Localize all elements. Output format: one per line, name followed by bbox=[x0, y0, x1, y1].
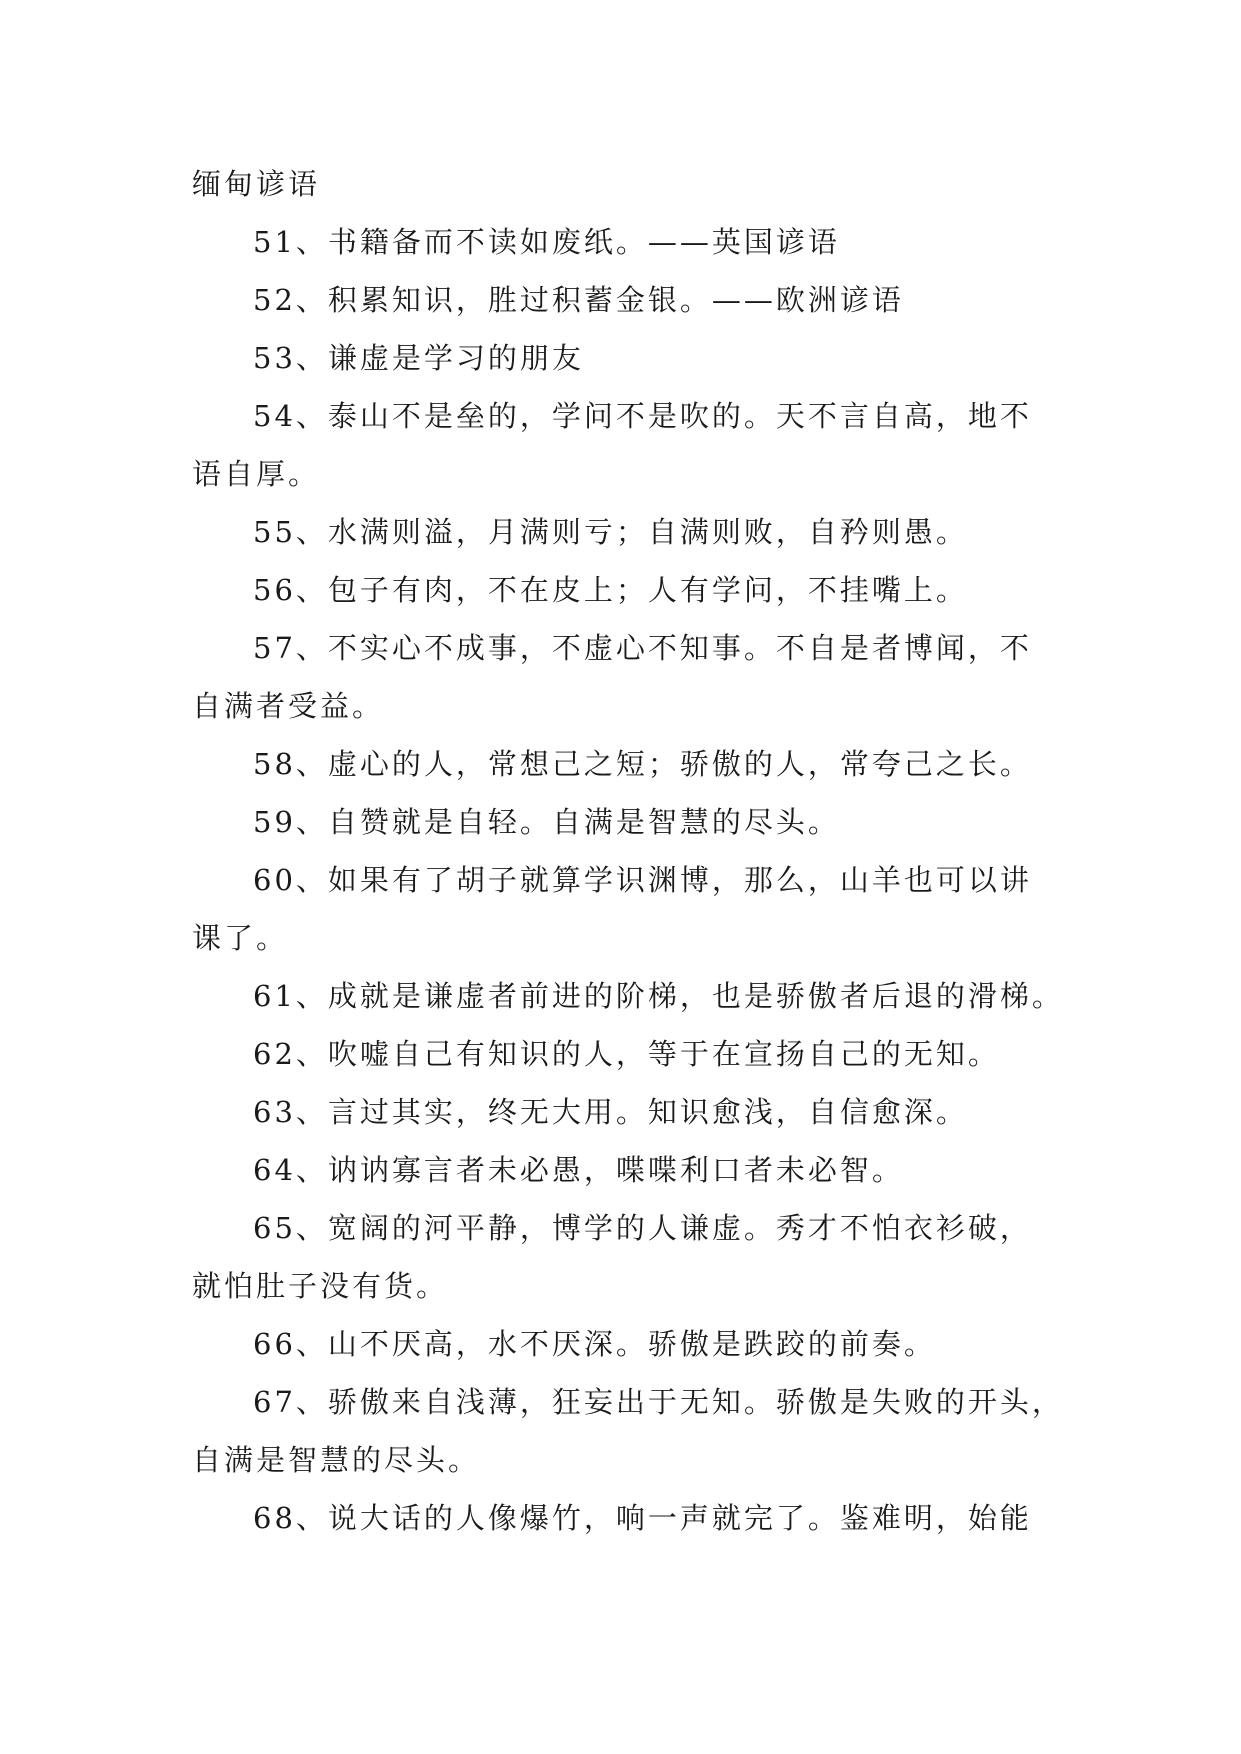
proverb-64: 64、讷讷寡言者未必愚，喋喋利口者未必智。 bbox=[253, 1153, 904, 1187]
proverb-60-continued: 课了。 bbox=[192, 921, 289, 955]
proverb-63: 63、言过其实，终无大用。知识愈浅，自信愈深。 bbox=[253, 1095, 968, 1129]
proverb-57-continued: 自满者受益。 bbox=[192, 689, 385, 723]
proverb-57: 57、不实心不成事，不虚心不知事。不自是者博闻，不 bbox=[253, 631, 1032, 665]
proverb-53: 53、谦虚是学习的朋友 bbox=[253, 341, 584, 375]
proverb-61: 61、成就是谦虚者前进的阶梯，也是骄傲者后退的滑梯。 bbox=[253, 979, 1064, 1013]
proverb-54: 54、泰山不是垒的，学问不是吹的。天不言自高，地不 bbox=[253, 399, 1032, 433]
proverb-59: 59、自赞就是自轻。自满是智慧的尽头。 bbox=[253, 805, 840, 839]
proverb-55: 55、水满则溢，月满则亏；自满则败，自矜则愚。 bbox=[253, 515, 968, 549]
proverb-54-continued: 语自厚。 bbox=[192, 457, 321, 491]
proverb-52: 52、积累知识，胜过积蓄金银。——欧洲谚语 bbox=[253, 283, 904, 317]
proverb-65: 65、宽阔的河平静，博学的人谦虚。秀才不怕衣衫破， bbox=[253, 1211, 1032, 1245]
proverb-62: 62、吹嘘自己有知识的人，等于在宣扬自己的无知。 bbox=[253, 1037, 1000, 1071]
proverb-56: 56、包子有肉，不在皮上；人有学问，不挂嘴上。 bbox=[253, 573, 968, 607]
document-body bbox=[192, 155, 1064, 1547]
proverb-65-continued: 就怕肚子没有货。 bbox=[192, 1269, 449, 1303]
proverb-67: 67、骄傲来自浅薄，狂妄出于无知。骄傲是失败的开头， bbox=[253, 1385, 1064, 1419]
section-heading: 缅甸谚语 bbox=[192, 167, 321, 201]
proverb-51: 51、书籍备而不读如废纸。——英国谚语 bbox=[253, 225, 840, 259]
proverb-66: 66、山不厌高，水不厌深。骄傲是跌跤的前奏。 bbox=[253, 1327, 936, 1361]
proverb-60: 60、如果有了胡子就算学识渊博，那么，山羊也可以讲 bbox=[253, 863, 1032, 897]
proverb-67-continued: 自满是智慧的尽头。 bbox=[192, 1443, 481, 1477]
proverb-58: 58、虚心的人，常想己之短；骄傲的人，常夸己之长。 bbox=[253, 747, 1032, 781]
proverb-68: 68、说大话的人像爆竹，响一声就完了。鉴难明，始能 bbox=[253, 1501, 1032, 1535]
